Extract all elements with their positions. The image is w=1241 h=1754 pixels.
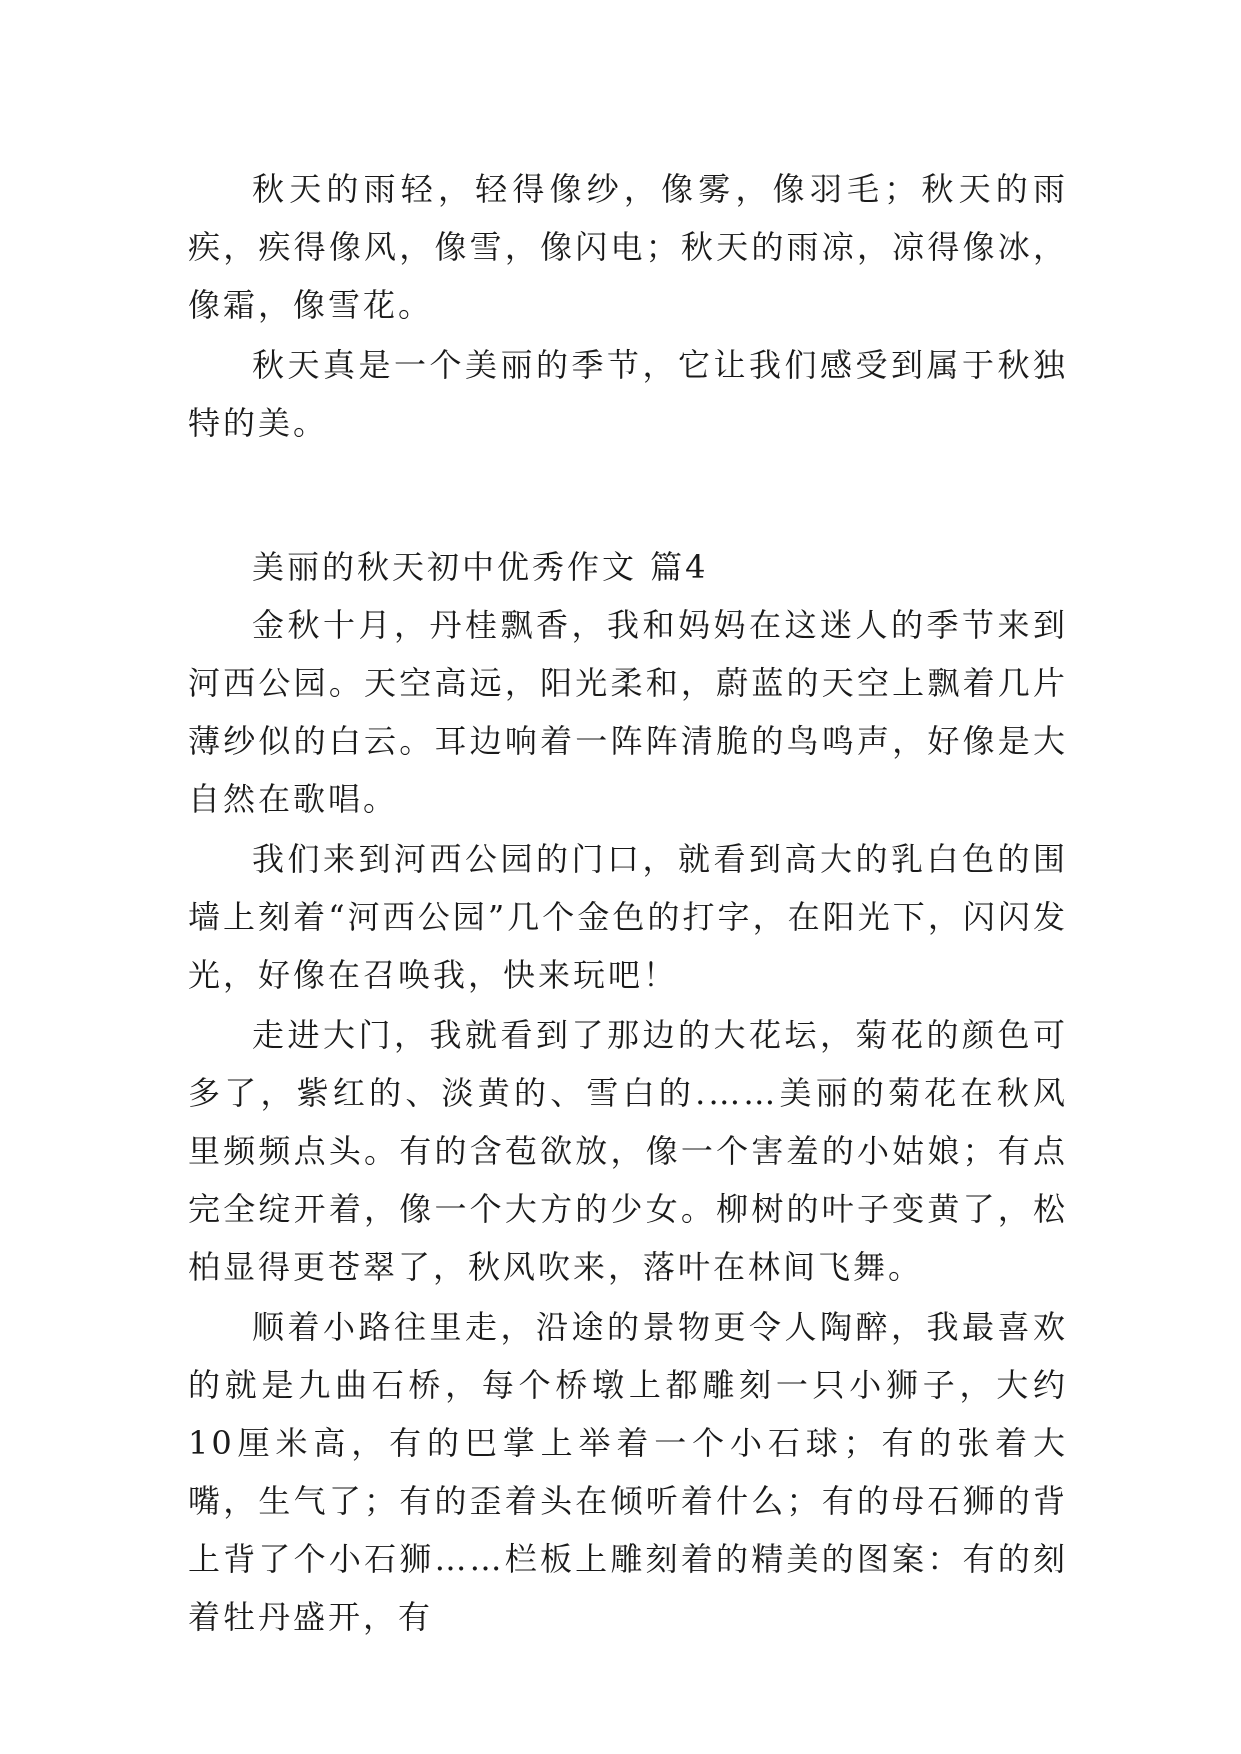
paragraph-park-gate: 我们来到河西公园的门口，就看到高大的乳白色的围墙上刻着“河西公园”几个金色的打字，在阳光下，闪闪发光，好像在召唤我，快来玩吧！ [188,840,1068,994]
paragraph-autumn-rain: 秋天的雨轻，轻得像纱，像雾，像羽毛；秋天的雨疾，疾得像风，像雪，像闪电；秋天的雨凉，凉得像冰，像霜，像雪花。 [188,170,1068,324]
section-title: 美丽的秋天初中优秀作文 篇4 [252,548,709,586]
document-body [188,160,1068,1648]
paragraph-stone-bridge: 顺着小路往里走，沿途的景物更令人陶醉，我最喜欢的就是九曲石桥，每个桥墩上都雕刻一只小狮子，大约10厘米高，有的巴掌上举着一个小石球；有的张着大嘴，生气了；有的歪着头在倾听着什么；有的母石狮的背上背了个小石狮……栏板上雕刻着的精美的图案：有的刻着牡丹盛开，有 [188,1308,1068,1636]
paragraph-flower-bed: 走进大门，我就看到了那边的大花坛，菊花的颜色可多了，紫红的、淡黄的、雪白的.……美丽的菊花在秋风里频频点头。有的含苞欲放，像一个害羞的小姑娘；有点完全绽开着，像一个大方的少女。柳树的叶子变黄了，松柏显得更苍翠了，秋风吹来，落叶在林间飞舞。 [188,1016,1068,1286]
paragraph-autumn-beauty: 秋天真是一个美丽的季节，它让我们感受到属于秋独特的美。 [188,346,1068,442]
paragraph-golden-october: 金秋十月，丹桂飘香，我和妈妈在这迷人的季节来到河西公园。天空高远，阳光柔和，蔚蓝的天空上飘着几片薄纱似的白云。耳边响着一阵阵清脆的鸟鸣声，好像是大自然在歌唱。 [188,606,1068,818]
